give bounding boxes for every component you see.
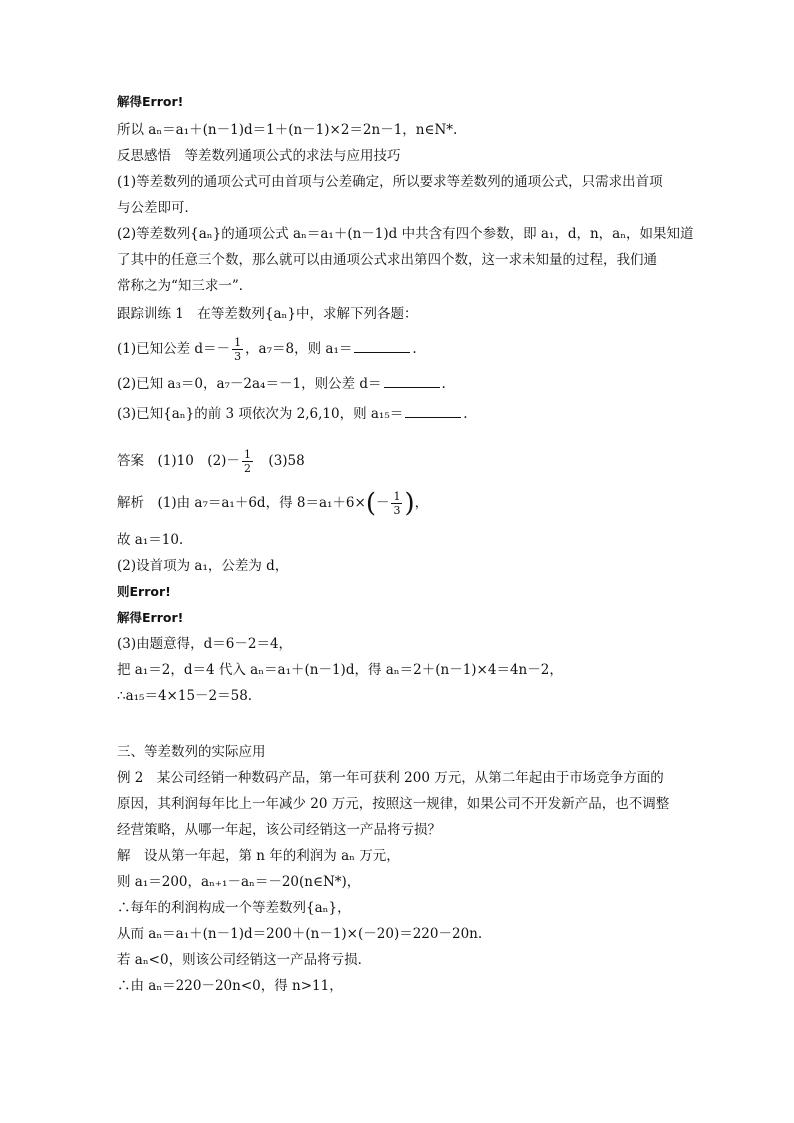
answer-blank-1[interactable] xyxy=(354,340,410,353)
analysis-line: 解析 (1)由 a₇＝a₁＋6d，得 8＝a₁＋6×(－ $\frac{1}{3}$ )， xyxy=(117,488,429,519)
question-3: (3)已知{aₙ}的前 3 项依次为 2,6,10，则 a₁₅＝ . xyxy=(117,406,468,422)
question-1: (1)已知公差 d＝－ $\frac{1}{3}$ ，a₇＝8，则 a₁＝ . xyxy=(117,336,417,363)
reflection-point-2-line2: 了其中的任意三个数，那么就可以由通项公式求出第四个数，这一求未知量的过程，我们通 xyxy=(117,252,657,268)
question-2: (2)已知 a₃＝0，a₇－2a₄＝－1，则公差 d＝ . xyxy=(117,376,446,392)
example-line: 经营策略，从哪一年起，该公司经销这一产品将亏损？ xyxy=(117,822,441,838)
practice-heading: 跟踪训练 1 在等差数列{aₙ}中，求解下列各题： xyxy=(117,306,418,322)
general-term-result: 所以 aₙ＝a₁＋(n－1)d＝1＋(n－1)×2＝2n－1，n∈N*. xyxy=(117,122,458,138)
solution-step: ∴由 aₙ＝220－20n<0，得 n>11， xyxy=(117,978,343,994)
analysis-step: 把 a₁＝2，d＝4 代入 aₙ＝a₁＋(n－1)d，得 aₙ＝2＋(n－1)×4＝4n－2， xyxy=(117,662,563,678)
reflection-heading: 反思感悟 等差数列通项公式的求法与应用技巧 xyxy=(117,148,401,164)
analysis-step: 故 a₁＝10. xyxy=(117,532,184,548)
analysis-step: 则Error! xyxy=(117,584,171,599)
reflection-point-1-line1: (1)等差数列的通项公式可由首项与公差确定，所以要求等差数列的通项公式，只需求出首项 xyxy=(117,174,663,190)
answer-blank-2[interactable] xyxy=(384,375,440,388)
analysis-step: 解得Error! xyxy=(117,610,184,625)
reflection-point-2-line1: (2)等差数列{aₙ}的通项公式 aₙ＝a₁＋(n－1)d 中共含有四个参数，即 a₁，d，n，aₙ，如果知道 xyxy=(117,226,694,242)
analysis-step: (3)由题意得，d＝6－2＝4， xyxy=(117,636,293,652)
reflection-point-2-line3: 常称之为“知三求一”． xyxy=(117,278,253,294)
reflection-point-1-line2: 与公差即可． xyxy=(117,200,198,216)
solution-step: 解 设从第一年起，第 n 年的利润为 aₙ 万元， xyxy=(117,848,400,864)
analysis-step: ∴a₁₅＝4×15－2＝58. xyxy=(117,688,253,704)
solution-step: 则 a₁＝200，aₙ₊₁－aₙ＝－20(n∈N*)， xyxy=(117,874,361,890)
example-line: 例 2 某公司经销一种数码产品，第一年可获利 200 万元，从第二年起由于市场竞争方面的 xyxy=(117,770,664,786)
analysis-step: (2)设首项为 a₁，公差为 d， xyxy=(117,558,289,574)
answer-blank-3[interactable] xyxy=(405,405,461,418)
answer-line: 答案 (1)10 (2)－ $\frac{1}{2}$ (3)58 xyxy=(117,448,305,475)
solution-line: 解得Error! xyxy=(117,94,184,109)
fraction-one-third-analysis: $\frac{1}{3}$ xyxy=(393,490,401,517)
fraction-one-half: $\frac{1}{2}$ xyxy=(243,448,251,475)
solution-step: ∴每年的利润构成一个等差数列{aₙ}， xyxy=(117,900,351,916)
solution-step: 从而 aₙ＝a₁＋(n－1)d＝200＋(n－1)×(－20)＝220－20n. xyxy=(117,926,483,942)
solution-step: 若 aₙ<0，则该公司经销这一产品将亏损． xyxy=(117,952,372,968)
fraction-one-third: $\frac{1}{3}$ xyxy=(234,336,242,363)
example-line: 原因，其利润每年比上一年减少 20 万元，按照这一规律，如果公司不开发新产品，也不调整 xyxy=(117,796,670,812)
section-heading: 三、等差数列的实际应用 xyxy=(117,744,266,760)
